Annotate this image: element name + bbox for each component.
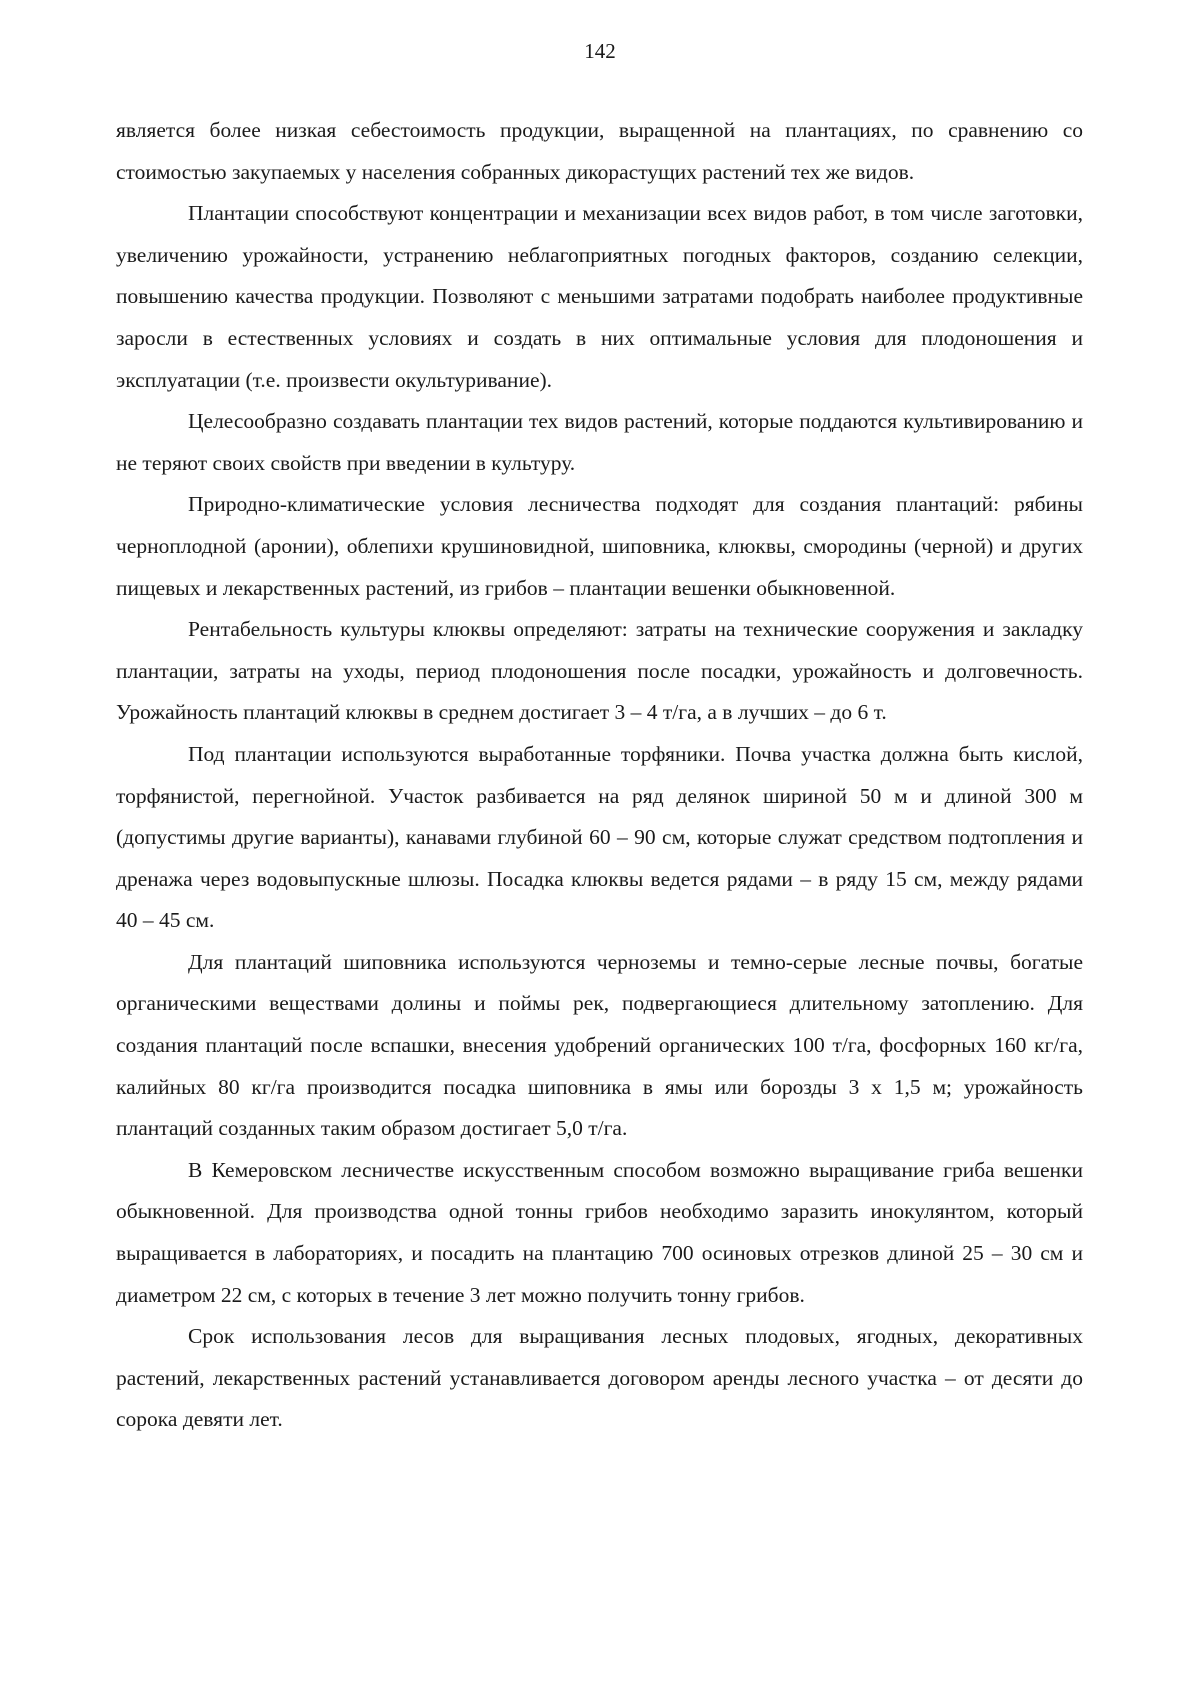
paragraph-rosehip: Для плантаций шиповника используются черноземы и темно-серые лесные почвы, богатые органическими веществами долины и поймы рек, подвергающиеся длительному затоплению. Для создания плантаций после вспашки, внесения удобрений органических 100 т/га, фосфорных 160 кг/га, калийных 80 кг/га производится посадка шиповника в ямы или борозды 3 х 1,5 м; урожайность плантаций созданных таким образом достигает 5,0 т/га.: [116, 949, 1083, 1141]
paragraph-peatlands: Под плантации используются выработанные торфяники. Почва участка должна быть кислой, торфянистой, перегнойной. Участок разбивается на ряд делянок шириной 50 м и длиной 300 м (допустимы другие варианты), канавами глубиной 60 – 90 см, которые служат средством подтопления и дренажа через водовыпускные шлюзы. Посадка клюквы ведется рядами – в ряду 15 см, между рядами 40 – 45 см.: [116, 741, 1083, 933]
paragraph-cranberry-profitability: Рентабельность культуры клюквы определяют: затраты на технические сооружения и закладку плантации, затраты на уходы, период плодоношения после посадки, урожайность и долговечность. Урожайность плантаций клюквы в среднем достигает 3 – 4 т/га, а в лучших – до 6 т.: [116, 617, 1083, 725]
paragraph-climate-conditions: Природно-климатические условия лесничества подходят для создания плантаций: рябины черноплодной (аронии), облепихи крушиновидной, шиповника, клюквы, смородины (черной) и других пищевых и лекарственных растений, из грибов – плантации вешенки обыкновенной.: [116, 492, 1083, 600]
page-number: 142: [584, 39, 616, 63]
paragraph-oyster-mushroom: В Кемеровском лесничестве искусственным способом возможно выращивание гриба вешенки обыкновенной. Для производства одной тонны грибов необходимо заразить инокулянтом, который выращивается в лабораториях, и посадить на плантацию 700 осиновых отрезков длиной 25 – 30 см и диаметром 22 см, с которых в течение 3 лет можно получить тонну грибов.: [116, 1157, 1083, 1307]
paragraph-plantation-benefits: Плантации способствуют концентрации и механизации всех видов работ, в том числе заготовки, увеличению урожайности, устранению неблагоприятных погодных факторов, созданию селекции, повышению качества продукции. Позволяют с меньшими затратами подобрать наиболее продуктивные заросли в естественных условиях и создать в них оптимальные условия для плодоношения и эксплуатации (т.е. произвести окультуривание).: [116, 201, 1083, 392]
document-body: [116, 110, 1083, 1441]
paragraph-continued: является более низкая себестоимость продукции, выращенной на плантациях, по сравнению со стоимостью закупаемых у населения собранных дикорастущих растений тех же видов.: [116, 118, 1083, 184]
paragraph-expediency: Целесообразно создавать плантации тех видов растений, которые поддаются культивированию и не теряют своих свойств при введении в культуру.: [116, 409, 1083, 475]
paragraph-lease-term: Срок использования лесов для выращивания лесных плодовых, ягодных, декоративных растений, лекарственных растений устанавливается договором аренды лесного участка – от десяти до сорока девяти лет.: [116, 1324, 1083, 1432]
